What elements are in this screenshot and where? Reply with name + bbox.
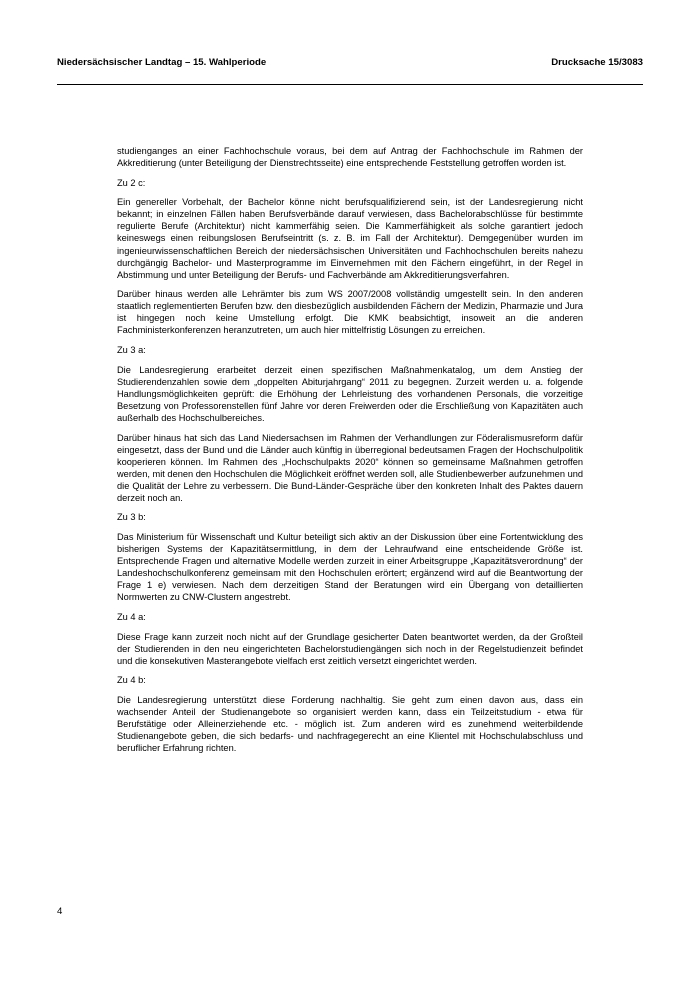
paragraph: Die Landesregierung erarbeitet derzeit einen spezifischen Maßnahmenkatalog, um dem Anstieg der Studierendenzahlen sowie dem „doppelten Abiturjahrgang“ 2011 zu begegnen. Zurzeit werden u. a. folgende Handlungsmöglichkeiten geprüft: die Erhöhung der Lehrleistung des vorhandenen Personals, die vorzeitige Besetzung von Professorenstellen fünf Jahre vor deren Freiwerden oder die Erschließung von Kapazitäten auch außerhalb des Hochschulbereiches. [117,364,583,423]
paragraph: Diese Frage kann zurzeit noch nicht auf der Grundlage gesicherter Daten beantwortet werden, da der Großteil der Studierenden in den neu eingerichteten Bachelorstudiengängen sich noch in der Regelstudienzeit befindet und die konsekutiven Masterangebote vielfach erst zeitlich versetzt eingerichtet werden. [117,631,583,666]
paragraph: Darüber hinaus werden alle Lehrämter bis zum WS 2007/2008 vollständig umgestellt sein. In den anderen staatlich reglementierten Berufen bzw. den diesbezüglich ausbildenden Fächern der Medizin, Pharmazie und Jura ist hingegen noch keine Umstellung erfolgt. Die KMK beabsichtigt, insoweit an die anderen Fachministerkonferenzen heranzutreten, um auch hier mittelfristig Lösungen zu erreichen. [117,289,583,336]
paragraph: Die Landesregierung unterstützt diese Forderung nachhaltig. Sie geht zum einen davon aus, dass ein wachsender Anteil der Studienangebote so organisiert werden kann, dass ein Teilzeitstudium - etwa für Berufstätige oder Alleinerziehende etc. - möglich ist. Zum anderen wird es zunehmend weiterbildende Studienangebote geben, die sich bedarfs- und nachfragegerecht an eine Klientel mit Hochschulabschluss und beruflicher Erfahrung richten. [117,694,583,754]
section-label: Zu 3 b: [117,512,146,523]
paragraph: Darüber hinaus hat sich das Land Niedersachsen im Rahmen der Verhandlungen zur Föderalismusreform dafür eingesetzt, dass der Bund und die Länder auch künftig in überregional bedeutsamen Fragen der Hochschulpolitik kooperieren können. Im Rahmen des „Hochschulpakts 2020“ können so gemeinsame Maßnahmen getroffen werden, mit denen den Hochschulen die Möglichkeit eröffnet werden soll, alle Studienbewerber aufzunehmen und die Qualität der Lehre zu verbessern. Die Bund-Länder-Gespräche über den konkreten Inhalt des Paktes dauern derzeit noch an. [117,432,583,503]
page-header [57,57,643,71]
document-number: Drucksache 15/3083 [551,57,643,68]
page-number: 4 [57,906,63,917]
document-body [117,145,583,762]
paragraph: studienganges an einer Fachhochschule voraus, bei dem auf Antrag der Fachhochschule im Rahmen der Akkreditierung (unter Beteiligung der Dienstrechtsseite) eine entsprechende Feststellung getroffen worden ist. [117,146,583,169]
section-label: Zu 4 a: [117,611,146,622]
section-label: Zu 2 c: [117,177,146,188]
section-label: Zu 4 b: [117,675,146,686]
paragraph: Ein genereller Vorbehalt, der Bachelor könne nicht berufsqualifizierend sein, ist der Landesregierung nicht bekannt; in einzelnen Fällen haben Berufsverbände darauf verwiesen, dass Bachelorabschlüsse für bestimmte regulierte Berufe (Architektur) nicht kammerfähig seien. Die Kammerfähigkeit als solche garantiert jedoch keineswegs einen reibungslosen Berufseintritt (s. z. B. im Fall der Architektur). Demgegenüber wurden im ingenieurwissenschaftlichen Bereich der niedersächsischen Universitäten und Fachhochschulen bereits nahezu durchgängig Bachelor- und Masterprogramme im Einvernehmen mit den Fächern eingeführt, in der Regel in Abstimmung und unter Beteiligung der Berufs- und Fachverbände am Akkreditierungsverfahren. [117,197,583,280]
section-label: Zu 3 a: [117,345,146,356]
header-title: Niedersächsischer Landtag – 15. Wahlperiode [57,57,267,68]
header-divider [57,84,643,85]
paragraph: Das Ministerium für Wissenschaft und Kultur beteiligt sich aktiv an der Diskussion über eine Fortentwicklung des bisherigen Systems der Kapazitätsermittlung, in dem der Lehraufwand eine entscheidende Größe ist. Entsprechende Fragen und alternative Modelle werden zurzeit in einer Arbeitsgruppe „Kapazitätsverordnung“ der Landeshochschulkonferenz gemeinsam mit den Hochschulen erörtert; ergänzend wird auf die Beantwortung der Frage 1 e) verwiesen. Nach dem derzeitigen Stand der Beratungen wird ein Übergang von detaillierten Normwerten zu CNW-Clustern angestrebt. [117,532,583,603]
